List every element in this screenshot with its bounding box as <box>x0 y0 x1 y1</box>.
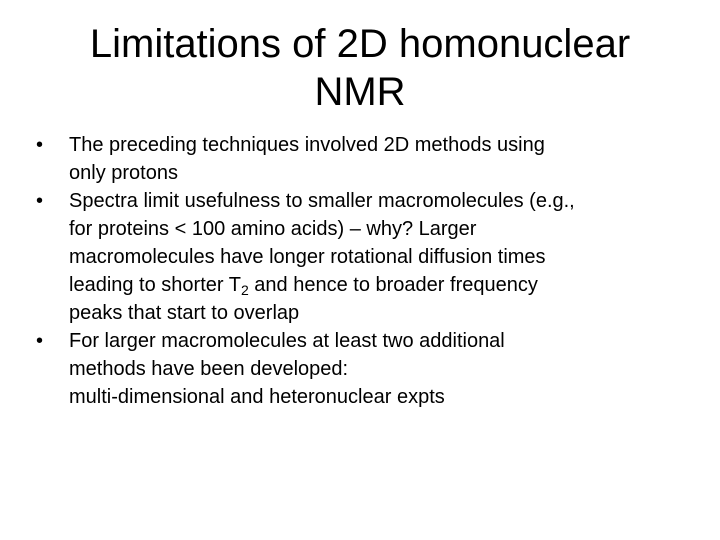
t2-suffix: and hence to broader frequency <box>248 274 538 296</box>
t2-subscript: 2 <box>240 282 249 298</box>
bullet-text-line: For larger macromolecules at least two additional <box>69 330 505 352</box>
bullet-item-larger-macromolecules <box>36 327 686 411</box>
bullet-text-line: Spectra limit usefulness to smaller macromolecules (e.g., <box>69 190 575 212</box>
bullet-text-line: methods have been developed: <box>69 358 349 380</box>
bullet-icon: • <box>36 134 44 156</box>
bullet-text-line: for proteins < 100 amino acids) – why? Larger <box>69 218 477 240</box>
bullet-text-line-t2 <box>69 271 686 299</box>
bullet-text-line: macromolecules have longer rotational diffusion times <box>69 246 546 268</box>
bullet-text-line: peaks that start to overlap <box>69 302 300 324</box>
slide-title-line-1: Limitations of 2D homonuclear <box>89 22 631 66</box>
bullet-item-spectra-limit <box>36 187 686 327</box>
bullet-icon: • <box>36 190 44 212</box>
bullet-text-line: The preceding techniques involved 2D methods using <box>69 134 545 156</box>
slide-title <box>30 20 690 116</box>
slide-title-line-2: NMR <box>314 70 406 114</box>
bullet-text-line: multi-dimensional and heteronuclear expts <box>69 386 445 408</box>
t2-prefix: leading to shorter T <box>69 274 241 296</box>
bullet-list <box>36 131 686 411</box>
bullet-text-line: only protons <box>69 162 178 184</box>
bullet-icon: • <box>36 330 44 352</box>
bullet-item-techniques <box>36 131 686 187</box>
